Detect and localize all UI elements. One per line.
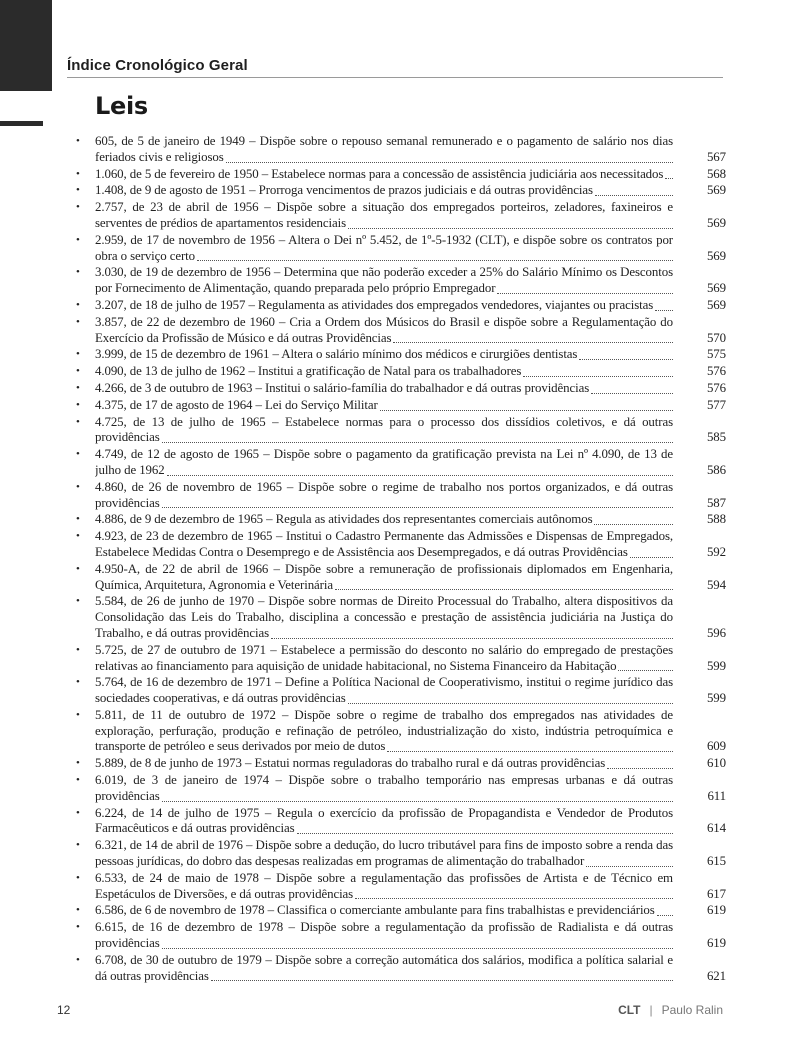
entry-title: 4.923, de 23 de dezembro de 1965 – Institui o Cadastro Permanente das Admissões e Dispensas de Empregados, Estabelece Medidas Contra o Desemprego e de Assistência aos Desempregados, e dá outras Providências <box>95 529 673 559</box>
entry-page-number: 609 <box>706 739 726 754</box>
corner-block <box>0 0 52 91</box>
entry-page-number: 619 <box>706 903 726 918</box>
entry-body <box>95 920 673 952</box>
entry-page-number: 599 <box>706 658 726 673</box>
index-entry <box>76 183 726 199</box>
index-entry <box>76 953 726 985</box>
bullet-icon: • <box>76 708 80 721</box>
bullet-icon: • <box>76 480 80 493</box>
entry-page-number: 611 <box>707 788 726 803</box>
bullet-icon: • <box>76 233 80 246</box>
entry-title: 2.959, de 17 de novembro de 1956 – Altera o Dei nº 5.452, de 1º-5-1932 (CLT), e dispõe sobre os contratos por obra o serviço certo <box>95 232 673 263</box>
footer-credit <box>618 1003 723 1017</box>
index-entry <box>76 903 726 919</box>
bullet-icon: • <box>76 871 80 884</box>
entry-body <box>95 594 673 641</box>
index-entry <box>76 806 726 838</box>
dot-leader <box>630 557 673 558</box>
entry-body <box>95 953 673 985</box>
entry-title: 3.030, de 19 de dezembro de 1956 – Determina que não poderão exceder a 25% do Salário Mínimo os Descontos por Fornecimento de Alimentação, quando preparada pelo próprio Empregador <box>95 265 673 296</box>
bullet-icon: • <box>76 201 80 214</box>
entry-body <box>95 838 673 870</box>
dot-leader <box>657 915 673 916</box>
dot-leader <box>523 376 673 377</box>
entry-page-number: 576 <box>706 380 726 395</box>
entry-body <box>95 415 673 447</box>
side-tab-marker <box>0 121 43 126</box>
dot-leader <box>655 310 673 311</box>
bullet-icon: • <box>76 135 80 147</box>
entry-page-number: 621 <box>706 968 726 983</box>
entry-title: 5.584, de 26 de junho de 1970 – Dispõe sobre normas de Direito Processual do Trabalho, altera dispositivos da Consolidação das Leis do Trabalho, disciplina a concessão e prestação de assistência judiciária na Justiça do Trabalho, e dá outras providências <box>95 594 673 640</box>
index-entry <box>76 347 726 363</box>
entry-title: 6.615, de 16 de dezembro de 1978 – Dispõe sobre a regulamentação da profissão de Radialista e dá outras providências <box>95 920 673 951</box>
index-entry <box>76 773 726 805</box>
index-entry <box>76 381 726 397</box>
bullet-icon: • <box>76 595 80 608</box>
entry-title: 6.533, de 24 de maio de 1978 – Dispõe sobre a regulamentação das profissões de Artista e de Técnico em Espetáculos de Diversões, e dá outras providências <box>95 870 673 901</box>
entry-title: 1.060, de 5 de fevereiro de 1950 – Estabelece normas para a concessão de assistência judiciária aos necessitados <box>95 166 664 181</box>
entry-body <box>95 871 673 903</box>
dot-leader <box>162 442 673 443</box>
entry-page-number: 587 <box>706 495 726 510</box>
dot-leader <box>211 980 673 981</box>
entry-title: 3.999, de 15 de dezembro de 1961 – Altera o salário mínimo dos médicos e cirurgiões dentistas <box>95 347 578 362</box>
section-title: Leis <box>95 92 148 120</box>
dot-leader <box>595 195 673 196</box>
bullet-icon: • <box>76 921 80 934</box>
entry-page-number: 569 <box>706 215 726 230</box>
entry-title: 4.266, de 3 de outubro de 1963 – Institui o salário-família do trabalhador e dá outras providências <box>95 380 590 395</box>
entry-body <box>95 643 673 675</box>
bullet-icon: • <box>76 839 80 852</box>
dot-leader <box>297 833 673 834</box>
entry-page-number: 615 <box>706 854 726 869</box>
running-title: Índice Cronológico Geral <box>67 57 248 74</box>
bullet-icon: • <box>76 184 80 197</box>
entry-page-number: 569 <box>706 248 726 263</box>
entry-body <box>95 200 673 232</box>
dot-leader <box>591 393 673 394</box>
entry-page-number: 567 <box>706 149 726 164</box>
header-rule <box>67 77 723 78</box>
bullet-icon: • <box>76 365 80 378</box>
dot-leader <box>380 410 673 411</box>
entry-title: 4.860, de 26 de novembro de 1965 – Dispõe sobre o regime de trabalho nos portos organizados, e dá outras providências <box>95 479 673 510</box>
bullet-icon: • <box>76 676 80 689</box>
index-entry <box>76 315 726 347</box>
entry-body <box>95 447 673 479</box>
index-entry <box>76 265 726 297</box>
bullet-icon: • <box>76 448 80 461</box>
entry-page-number: 596 <box>706 625 726 640</box>
dot-leader <box>586 866 673 867</box>
dot-leader <box>618 670 673 671</box>
entry-title: 4.950-A, de 22 de abril de 1966 – Dispõe sobre a remuneração de profissionais diplomados em Engenharia, Química, Arquitetura, Agronomia e Veterinária <box>95 561 673 592</box>
index-entry <box>76 756 726 772</box>
entry-page-number: 610 <box>706 756 726 771</box>
index-entry <box>76 920 726 952</box>
dot-leader <box>579 359 673 360</box>
entry-body <box>95 512 673 528</box>
entry-page-number: 577 <box>706 397 726 412</box>
entry-title: 6.586, de 6 de novembro de 1978 – Classifica o comerciante ambulante para fins trabalhistas e previdenciários <box>95 903 655 918</box>
entry-body <box>95 562 673 594</box>
entry-body <box>95 233 673 265</box>
index-entry <box>76 480 726 512</box>
entry-body <box>95 298 673 314</box>
entry-body <box>95 398 673 414</box>
dot-leader <box>162 801 673 802</box>
entry-title: 4.375, de 17 de agosto de 1964 – Lei do Serviço Militar <box>95 397 378 412</box>
entry-title: 5.725, de 27 de outubro de 1971 – Estabelece a permissão do desconto no salário do empregado de prestações relativas ao financiamento para aquisição de unidade habitacional, no Sistema Financeiro da Habitação <box>95 642 673 673</box>
dot-leader <box>393 342 673 343</box>
entry-body <box>95 480 673 512</box>
entry-title: 5.889, de 8 de junho de 1973 – Estatui normas reguladoras do trabalho rural e dá outras providências <box>95 756 606 771</box>
entry-page-number: 575 <box>706 347 726 362</box>
entry-title: 3.207, de 18 de julho de 1957 – Regulamenta as atividades dos empregados vendedores, viajantes ou pracistas <box>95 297 654 312</box>
dot-leader <box>167 475 673 476</box>
dot-leader <box>387 751 673 752</box>
bullet-icon: • <box>76 562 80 575</box>
entry-title: 4.886, de 9 de dezembro de 1965 – Regula as atividades dos representantes comerciais autônomos <box>95 512 593 527</box>
entry-page-number: 599 <box>706 691 726 706</box>
dot-leader <box>665 178 673 179</box>
dot-leader <box>197 260 673 261</box>
dot-leader <box>497 293 673 294</box>
entry-body <box>95 265 673 297</box>
entry-body <box>95 347 673 363</box>
bullet-icon: • <box>76 315 80 328</box>
index-entry <box>76 512 726 528</box>
bullet-icon: • <box>76 298 80 311</box>
index-entry <box>76 643 726 675</box>
entry-title: 6.321, de 14 de abril de 1976 – Dispõe sobre a dedução, do lucro tributável para fins de imposto sobre a renda das pessoas jurídicas, do dobro das despesas realizadas em programas de alimentação do trabalhador <box>95 838 673 869</box>
entry-page-number: 614 <box>706 821 726 836</box>
entry-page-number: 619 <box>706 936 726 951</box>
dot-leader <box>335 589 673 590</box>
bullet-icon: • <box>76 398 80 411</box>
dot-leader <box>607 768 673 769</box>
entry-page-number: 569 <box>706 297 726 312</box>
footer-page-number: 12 <box>57 1003 71 1017</box>
bullet-icon: • <box>76 530 80 543</box>
dot-leader <box>355 898 673 899</box>
entry-page-number: 576 <box>706 364 726 379</box>
index-entry <box>76 167 726 183</box>
entry-body <box>95 315 673 347</box>
bullet-icon: • <box>76 381 80 394</box>
entry-page-number: 594 <box>706 577 726 592</box>
entry-body <box>95 806 673 838</box>
entry-body <box>95 529 673 561</box>
entry-page-number: 617 <box>706 886 726 901</box>
index-entry <box>76 871 726 903</box>
entry-title: 4.725, de 13 de julho de 1965 – Estabelece normas para o processo dos dissídios coletivos, e dá outras providências <box>95 414 673 445</box>
entry-page-number: 588 <box>706 512 726 527</box>
bullet-icon: • <box>76 513 80 526</box>
entry-title: 605, de 5 de janeiro de 1949 – Dispõe sobre o repouso semanal remunerado e o pagamento de salário nos dias feriados civis e religiosos <box>95 134 673 164</box>
footer-separator: | <box>649 1003 653 1017</box>
index-entry <box>76 562 726 594</box>
entry-body <box>95 381 673 397</box>
entry-title: 6.019, de 3 de janeiro de 1974 – Dispõe sobre o trabalho temporário nas empresas urbanas e dá outras providências <box>95 773 673 803</box>
dot-leader <box>162 507 673 508</box>
entry-body <box>95 756 673 772</box>
entry-title: 6.224, de 14 de julho de 1975 – Regula o exercício da profissão de Propagandista e Vendedor de Produtos Farmacêuticos e dá outras providências <box>95 805 673 836</box>
entry-page-number: 568 <box>706 166 726 181</box>
entry-title: 3.857, de 22 de dezembro de 1960 – Cria a Ordem dos Músicos do Brasil e dispõe sobre a Regulamentação do Exercício da Profissão de Músico e dá outras Providências <box>95 314 673 345</box>
bullet-icon: • <box>76 806 80 819</box>
dot-leader <box>162 948 673 949</box>
index-entry <box>76 364 726 380</box>
dot-leader <box>348 703 673 704</box>
bullet-icon: • <box>76 643 80 656</box>
entry-body <box>95 183 673 199</box>
bullet-icon: • <box>76 415 80 428</box>
entry-body <box>95 773 673 805</box>
bullet-icon: • <box>76 348 80 361</box>
entry-title: 6.708, de 30 de outubro de 1979 – Dispõe sobre a correção automática dos salários, modifica a política salarial e dá outras providências <box>95 952 673 983</box>
dot-leader <box>594 524 673 525</box>
entry-title: 5.764, de 16 de dezembro de 1971 – Define a Política Nacional de Cooperativismo, institui o regime jurídico das sociedades cooperativas, e dá outras providências <box>95 675 673 706</box>
entry-body <box>95 675 673 707</box>
entry-body <box>95 167 673 183</box>
entry-title: 1.408, de 9 de agosto de 1951 – Prorroga vencimentos de prazos judiciais e dá outras providências <box>95 183 593 198</box>
entry-body <box>95 134 673 166</box>
index-entry <box>76 298 726 314</box>
footer-brand: CLT <box>618 1003 641 1017</box>
dot-leader <box>226 162 673 163</box>
entry-page-number: 569 <box>706 281 726 296</box>
entry-body <box>95 708 673 755</box>
index-entry-list <box>76 134 726 985</box>
entry-body <box>95 903 673 919</box>
entry-page-number: 570 <box>706 330 726 345</box>
bullet-icon: • <box>76 953 80 966</box>
entry-page-number: 586 <box>706 462 726 477</box>
index-entry <box>76 675 726 707</box>
index-entry <box>76 134 726 166</box>
entry-title: 2.757, de 23 de abril de 1956 – Dispõe sobre a situação dos empregados porteiros, zeladores, faxineiros e serventes de prédios de apartamentos residenciais <box>95 200 673 230</box>
entry-title: 4.749, de 12 de agosto de 1965 – Dispõe sobre o pagamento da gratificação prevista na Lei nº 4.090, de 13 de julho de 1962 <box>95 447 673 477</box>
bullet-icon: • <box>76 774 80 787</box>
index-entry <box>76 447 726 479</box>
index-entry <box>76 398 726 414</box>
entry-title: 4.090, de 13 de julho de 1962 – Institui a gratificação de Natal para os trabalhadores <box>95 364 522 379</box>
index-entry <box>76 708 726 755</box>
index-entry <box>76 529 726 561</box>
footer-author: Paulo Ralin <box>661 1003 723 1017</box>
entry-page-number: 569 <box>706 183 726 198</box>
entry-page-number: 585 <box>706 430 726 445</box>
dot-leader <box>348 228 673 229</box>
bullet-icon: • <box>76 266 80 279</box>
index-entry <box>76 594 726 641</box>
dot-leader <box>271 638 673 639</box>
index-entry <box>76 415 726 447</box>
entry-title: 5.811, de 11 de outubro de 1972 – Dispõe sobre o regime de trabalho dos empregados nas atividades de exploração, perfuração, produção e refinação de petróleo, industrialização do xisto, indústria petroquímica e transporte de petróleo e seus derivados por meio de dutos <box>95 707 673 754</box>
index-entry <box>76 233 726 265</box>
entry-body <box>95 364 673 380</box>
entry-page-number: 592 <box>706 544 726 559</box>
index-entry <box>76 838 726 870</box>
index-entry <box>76 200 726 232</box>
bullet-icon: • <box>76 757 80 770</box>
bullet-icon: • <box>76 167 80 180</box>
bullet-icon: • <box>76 904 80 917</box>
